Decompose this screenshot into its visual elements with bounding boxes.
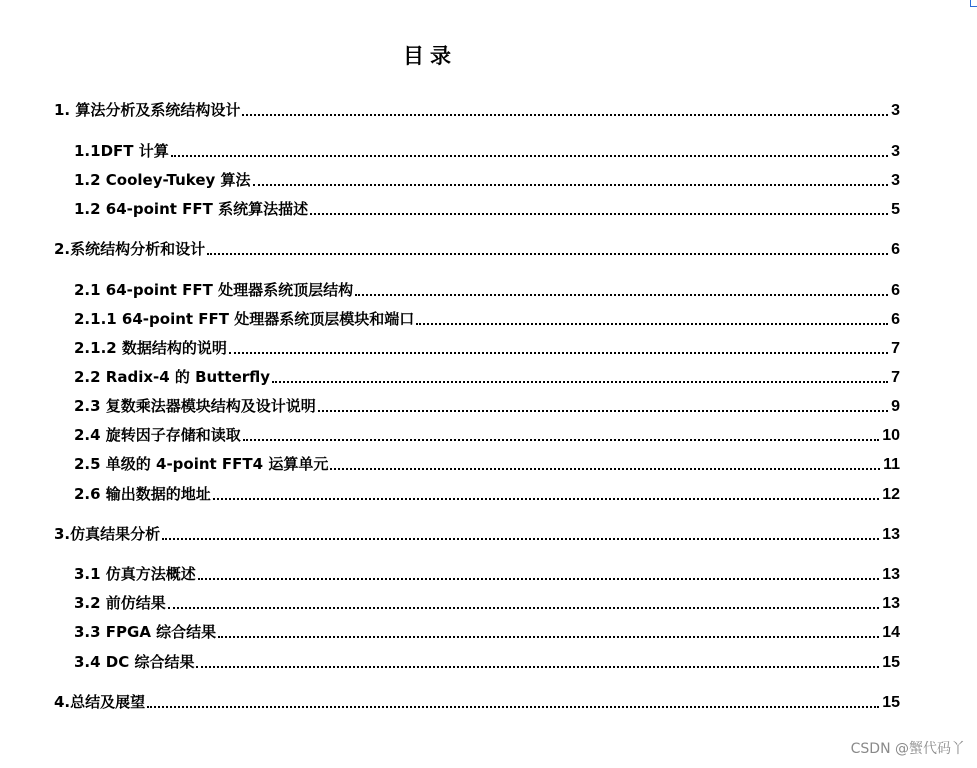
toc-entry-page: 12 [882, 486, 900, 503]
toc-entry-2-1-1[interactable] [0, 307, 900, 329]
toc-entry-label: 2.3 复数乘法器模块结构及设计说明 [74, 397, 316, 415]
toc-entry-1-2[interactable] [0, 168, 900, 190]
toc-entry-page: 13 [882, 526, 900, 543]
toc-entry-2[interactable] [0, 237, 900, 259]
toc-entry-page: 14 [882, 624, 900, 641]
toc-entry-2-1[interactable] [0, 278, 900, 300]
toc-entry-2-1-2[interactable] [0, 336, 900, 358]
toc-entry-2-6[interactable] [0, 482, 900, 504]
toc-entry-page: 15 [882, 654, 900, 671]
toc-entry-label: 2.系统结构分析和设计 [54, 240, 206, 258]
toc-leader-dots [196, 666, 879, 668]
toc-leader-dots [198, 578, 879, 580]
toc-leader-dots [243, 439, 879, 441]
toc-entry-page: 15 [882, 694, 900, 711]
toc-entry-label: 2.1 64-point FFT 处理器系统顶层结构 [74, 281, 354, 299]
toc-entry-4[interactable] [0, 690, 900, 712]
toc-entry-page: 13 [882, 566, 900, 583]
toc-entry-page: 3 [891, 143, 900, 160]
toc-leader-dots [253, 184, 889, 186]
toc-entry-page: 11 [883, 456, 900, 473]
toc-entry-label: 3.2 前仿结果 [74, 594, 166, 612]
toc-entry-label: 2.2 Radix-4 的 Butterfly [74, 368, 271, 386]
toc-entry-page: 3 [891, 102, 900, 119]
toc-leader-dots [147, 706, 879, 708]
toc-entry-3-4[interactable] [0, 650, 900, 672]
toc-entry-label: 1.2 Cooley-Tukey 算法 [74, 171, 251, 189]
toc-entry-page: 7 [891, 340, 900, 357]
toc-entry-1[interactable] [0, 98, 900, 120]
toc-entry-page: 7 [891, 369, 900, 386]
toc-entry-3-3[interactable] [0, 620, 900, 642]
csdn-watermark: CSDN @蟹代码丫 [850, 741, 965, 757]
toc-entry-1-1[interactable] [0, 139, 900, 161]
toc-entry-3-1[interactable] [0, 562, 900, 584]
toc-entry-label: 3.仿真结果分析 [54, 525, 161, 543]
toc-leader-dots [310, 213, 888, 215]
toc-entry-label: 3.3 FPGA 综合结果 [74, 623, 217, 641]
toc-entry-page: 3 [891, 172, 900, 189]
toc-entry-label: 2.5 单级的 4-point FFT4 运算单元 [74, 455, 329, 473]
toc-entry-label: 4.总结及展望 [54, 693, 146, 711]
toc-entry-page: 13 [882, 595, 900, 612]
toc-entry-label: 2.1.2 数据结构的说明 [74, 339, 227, 357]
toc-entry-label: 3.1 仿真方法概述 [74, 565, 196, 583]
toc-leader-dots [242, 114, 888, 116]
toc-entry-2-4[interactable] [0, 423, 900, 445]
toc-entry-page: 6 [891, 282, 900, 299]
window-corner-mark [970, 0, 977, 7]
toc-entry-page: 10 [882, 427, 900, 444]
toc-entry-label: 2.1.1 64-point FFT 处理器系统顶层模块和端口 [74, 310, 415, 328]
toc-title: 目录 [403, 43, 457, 68]
toc-leader-dots [162, 538, 879, 540]
toc-entry-3[interactable] [0, 522, 900, 544]
toc-entry-2-3[interactable] [0, 394, 900, 416]
toc-leader-dots [416, 323, 888, 325]
toc-leader-dots [330, 468, 880, 470]
toc-entry-page: 9 [891, 398, 900, 415]
toc-leader-dots [318, 410, 888, 412]
toc-entry-1-2-fft[interactable] [0, 197, 900, 219]
toc-entry-label: 3.4 DC 综合结果 [74, 653, 195, 671]
toc-entry-3-2[interactable] [0, 591, 900, 613]
toc-leader-dots [355, 294, 888, 296]
toc-leader-dots [168, 607, 879, 609]
toc-entry-2-5[interactable] [0, 452, 900, 474]
toc-entry-label: 1.2 64-point FFT 系统算法描述 [74, 200, 309, 218]
toc-leader-dots [213, 498, 879, 500]
toc-entry-2-2[interactable] [0, 365, 900, 387]
toc-leader-dots [272, 381, 888, 383]
toc-leader-dots [229, 352, 888, 354]
toc-leader-dots [171, 155, 888, 157]
toc-entry-label: 1.1DFT 计算 [74, 142, 169, 160]
toc-entry-page: 6 [891, 241, 900, 258]
toc-entry-page: 6 [891, 311, 900, 328]
toc-entry-page: 5 [891, 201, 900, 218]
toc-entry-label: 2.4 旋转因子存储和读取 [74, 426, 241, 444]
toc-entry-label: 2.6 输出数据的地址 [74, 485, 211, 503]
toc-leader-dots [218, 636, 879, 638]
toc-entry-label: 1. 算法分析及系统结构设计 [54, 101, 241, 119]
toc-leader-dots [207, 253, 888, 255]
